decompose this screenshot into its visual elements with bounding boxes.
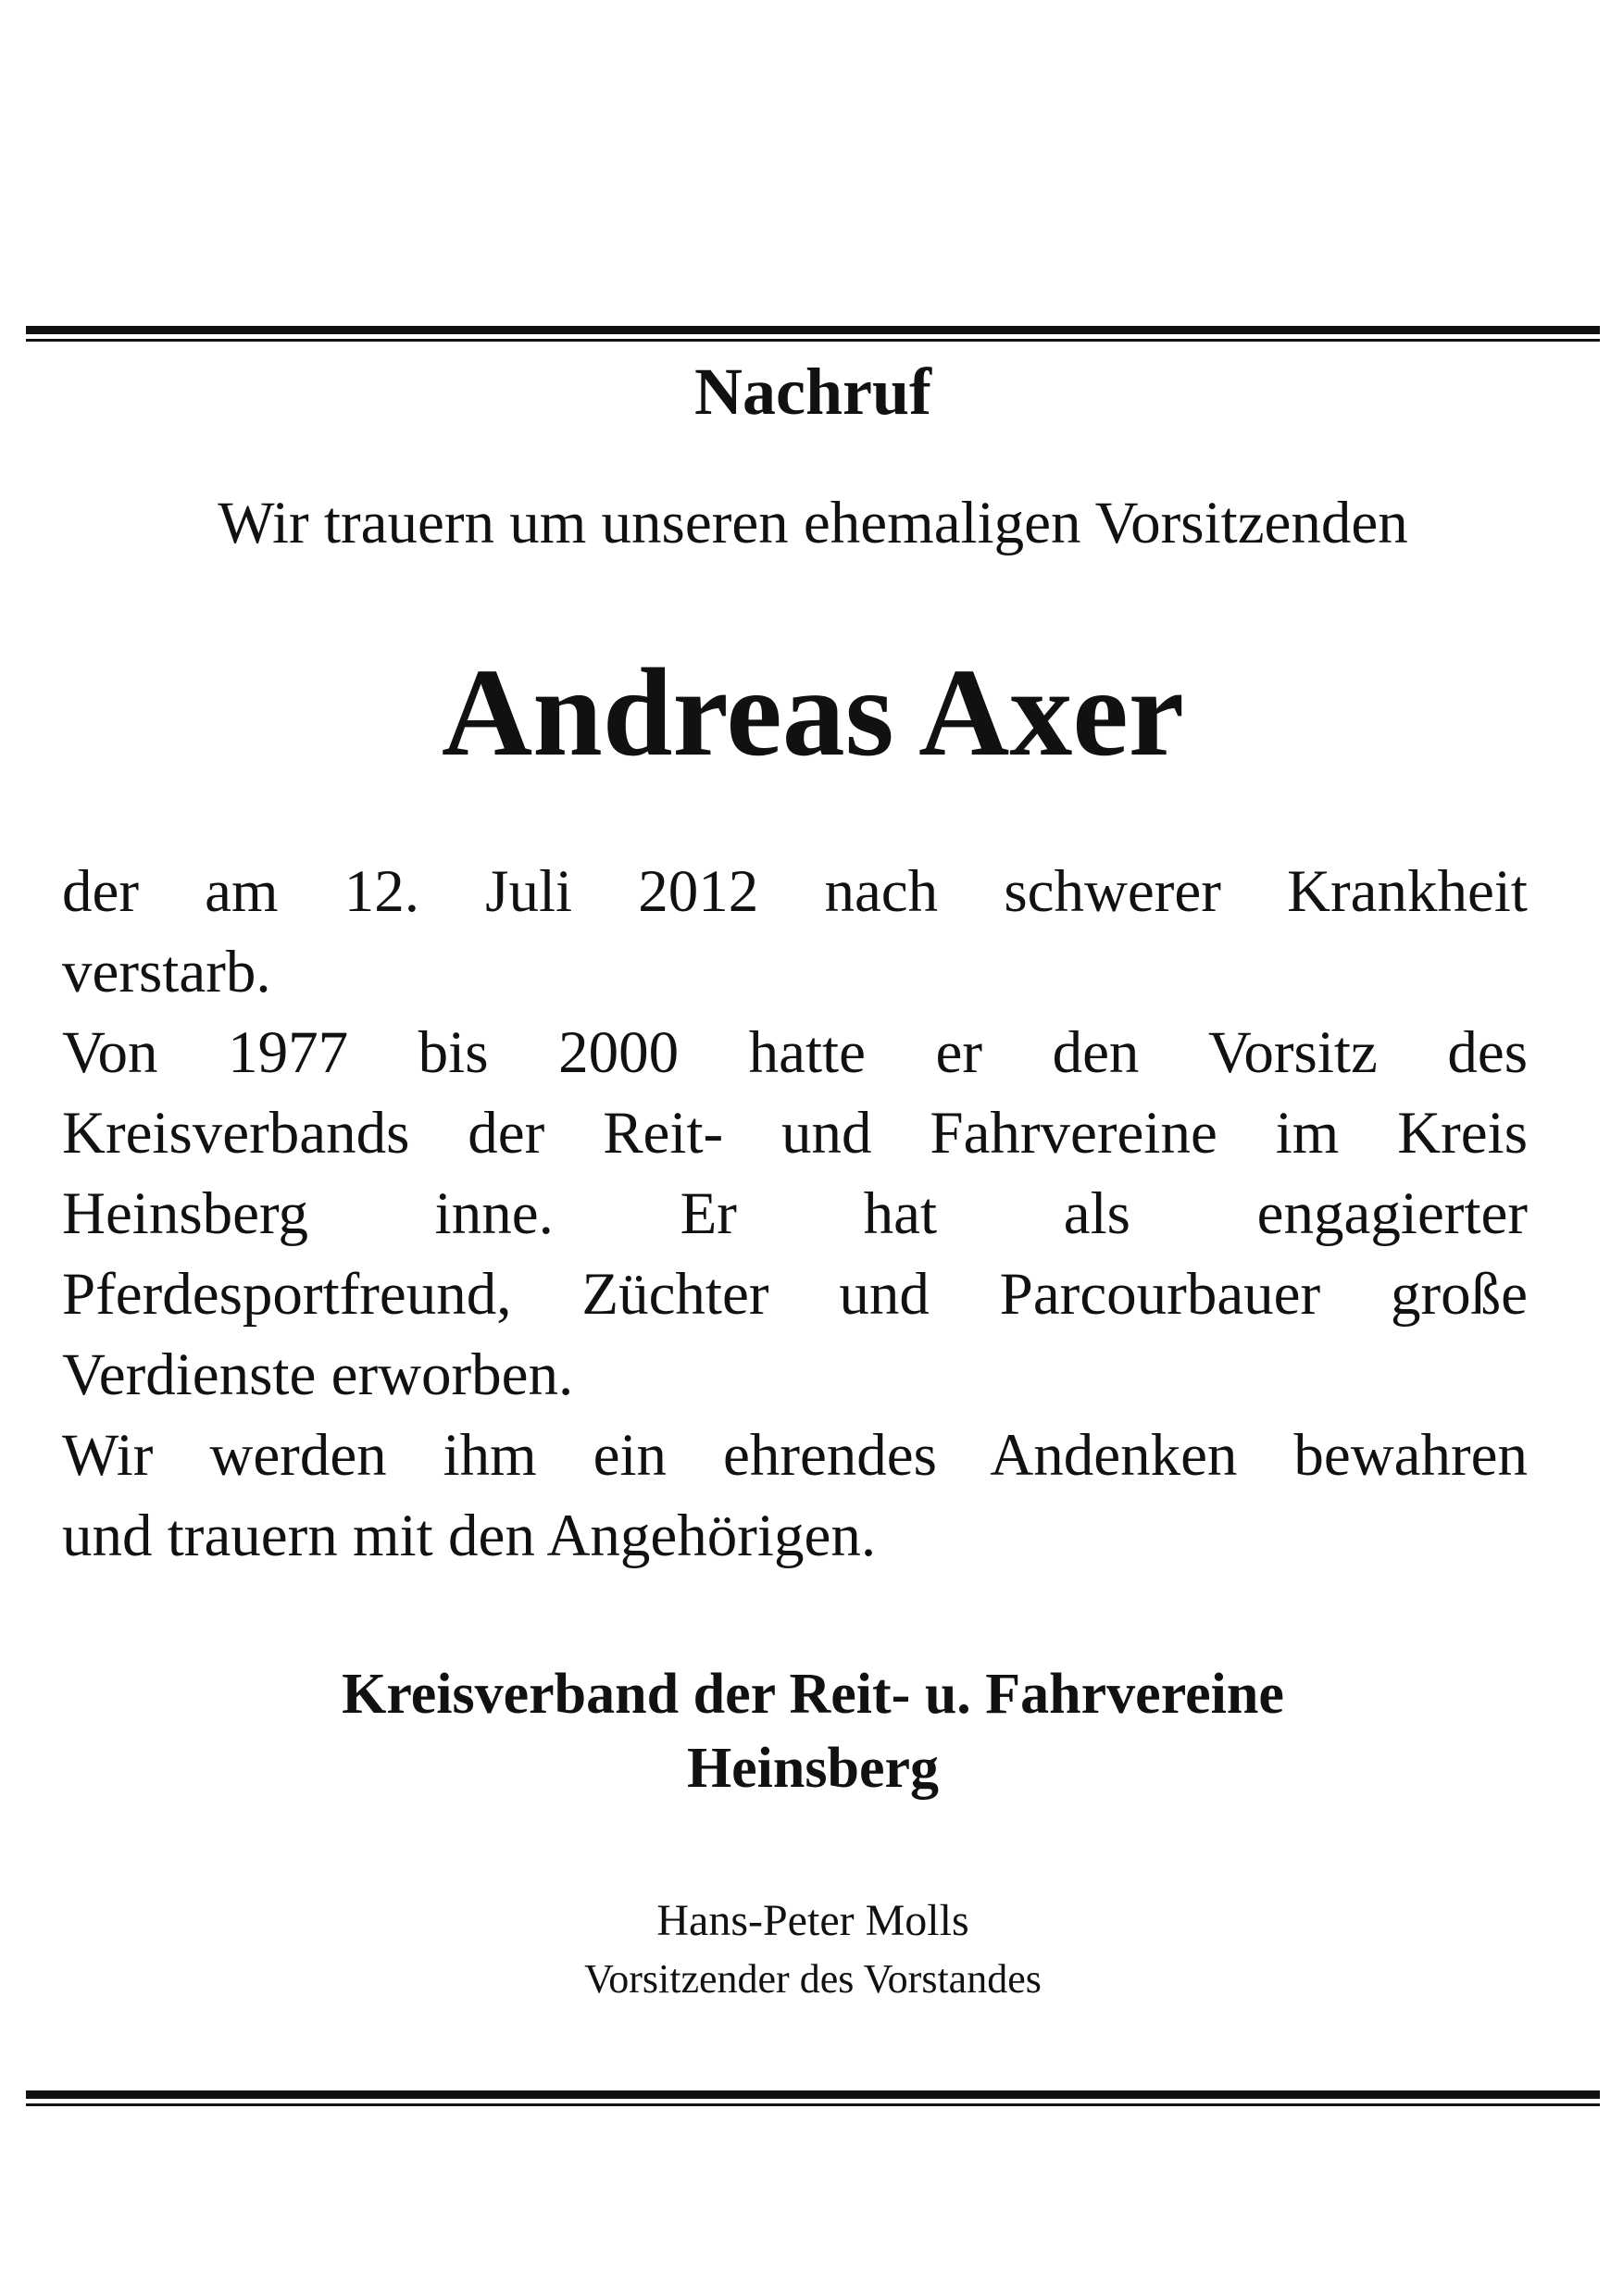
body-line: Heinsberg inne. Er hat als engagierter [62,1180,1528,1247]
organization-signature [26,1657,1600,1805]
body-line: Von 1977 bis 2000 hatte er den Vorsitz des [62,1019,1528,1086]
body-line: Pferdesportfreund, Züchter und Parcourbauer große [62,1261,1528,1328]
signer-name: Hans-Peter Molls [656,1896,969,1945]
body-line: Wir werden ihm ein ehrendes Andenken bewahren [62,1422,1528,1489]
top-rule-thick-line [26,326,1600,334]
intro-line: Wir trauern um unseren ehemaligen Vorsitzenden [218,490,1408,556]
bottom-rule-thick-line [26,2090,1600,2099]
obituary-body [62,852,1528,1577]
signer-role: Vorsitzender des Vorstandes [584,1956,1042,2002]
bottom-rule-thin-line [26,2103,1600,2106]
obituary-heading: Nachruf [694,355,931,429]
body-line: Verdienste erworben. [62,1341,574,1408]
body-line: und trauern mit den Angehörigen. [62,1503,877,1569]
body-line: Kreisverbands der Reit- und Fahrvereine im Kreis [62,1100,1528,1167]
organization-name: Kreisverband der Reit- u. Fahrvereine [342,1663,1284,1726]
bottom-double-rule [26,2090,1600,2110]
body-line: verstarb. [62,939,271,1005]
organization-location: Heinsberg [686,1737,940,1800]
top-double-rule [26,326,1600,345]
top-rule-thin-line [26,339,1600,342]
body-line: der am 12. Juli 2012 nach schwerer Krankheit [62,858,1528,925]
deceased-name: Andreas Axer [441,643,1185,782]
